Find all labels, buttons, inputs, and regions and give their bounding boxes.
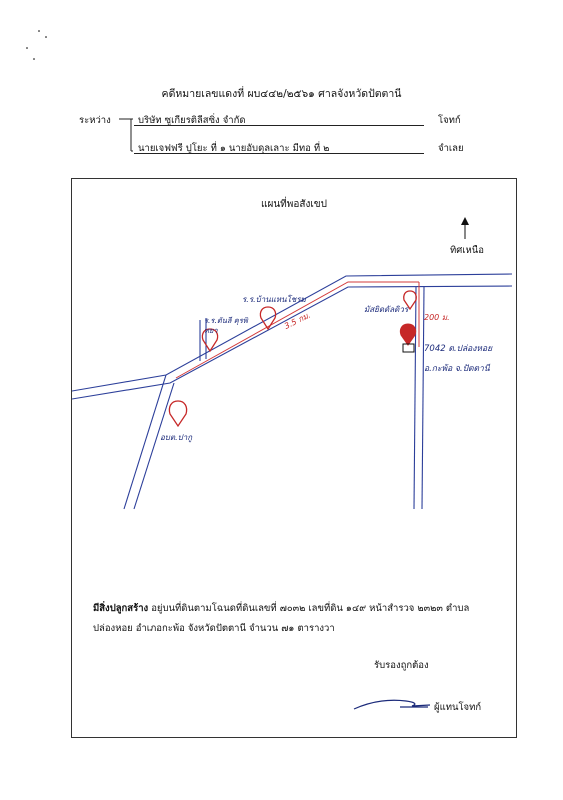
distance-short: 200 ม. [424, 313, 450, 322]
landmark-label: อบต.ปากู [160, 433, 193, 442]
plaintiff-name: บริษัท ซูเกียรติลีสซิ่ง จำกัด [138, 115, 246, 126]
representative-role: ผู้แทนโจทก์ [434, 702, 482, 713]
north-label: ทิศเหนือ [449, 245, 484, 256]
target-address-line1: 7042 ต.ปล่องหอย [424, 344, 493, 354]
case-title: คดีหมายเลขแดงที่ ผบ๔๔๒/๒๕๖๑ ศาลจังหวัดปัตตานี [161, 88, 402, 100]
description-line2: ปล่องหอย อำเภอกะพ้อ จังหวัดปัตตานี จำนวน ๗๑ ตารางวา [93, 623, 335, 634]
party-bracket [119, 113, 133, 153]
target-pin-icon [400, 324, 415, 345]
defendant-name: นายเจฟฟรี ปูโยะ ที่ ๑ นายอับดุลเลาะ มีทอ ที่ ๒ [138, 143, 330, 154]
pin-icon [260, 307, 275, 329]
plaintiff-line [134, 125, 424, 126]
map-drawing [72, 179, 516, 737]
defendant-role: จำเลย [438, 143, 464, 154]
target-address-line2: อ.กะพ้อ จ.ปัตตานี [424, 364, 490, 374]
distance-long: 3.5 กม. [282, 310, 312, 331]
defendant-line [134, 153, 424, 154]
landmark-label: ร.ร.ตันลี คุรพิทยา [204, 316, 248, 335]
landmark-label: มัสยิดดัลดิวร [364, 305, 409, 314]
north-arrow-icon [461, 217, 469, 239]
house-icon [403, 344, 414, 352]
plaintiff-role: โจทก์ [438, 115, 461, 126]
description-line1 [93, 601, 469, 616]
map-title: แผนที่พอสังเขป [261, 199, 327, 210]
pin-icon [169, 401, 186, 426]
between-label: ระหว่าง [79, 115, 111, 126]
description-bold-label: มีสิ่งปลูกสร้าง [93, 603, 149, 614]
signature-mark [352, 697, 432, 713]
description-text: อยู่บนที่ดินตามโฉนดที่ดินเลขที่ ๗๐๓๒ เลขที่ดิน ๑๔๙ หน้าสำรวจ ๒๓๒๓ ตำบล [148, 603, 470, 614]
sketch-map [71, 178, 517, 738]
certified-label: รับรองถูกต้อง [374, 660, 429, 671]
landmark-label: ร.ร.บ้านแหนโชรม [242, 295, 306, 304]
